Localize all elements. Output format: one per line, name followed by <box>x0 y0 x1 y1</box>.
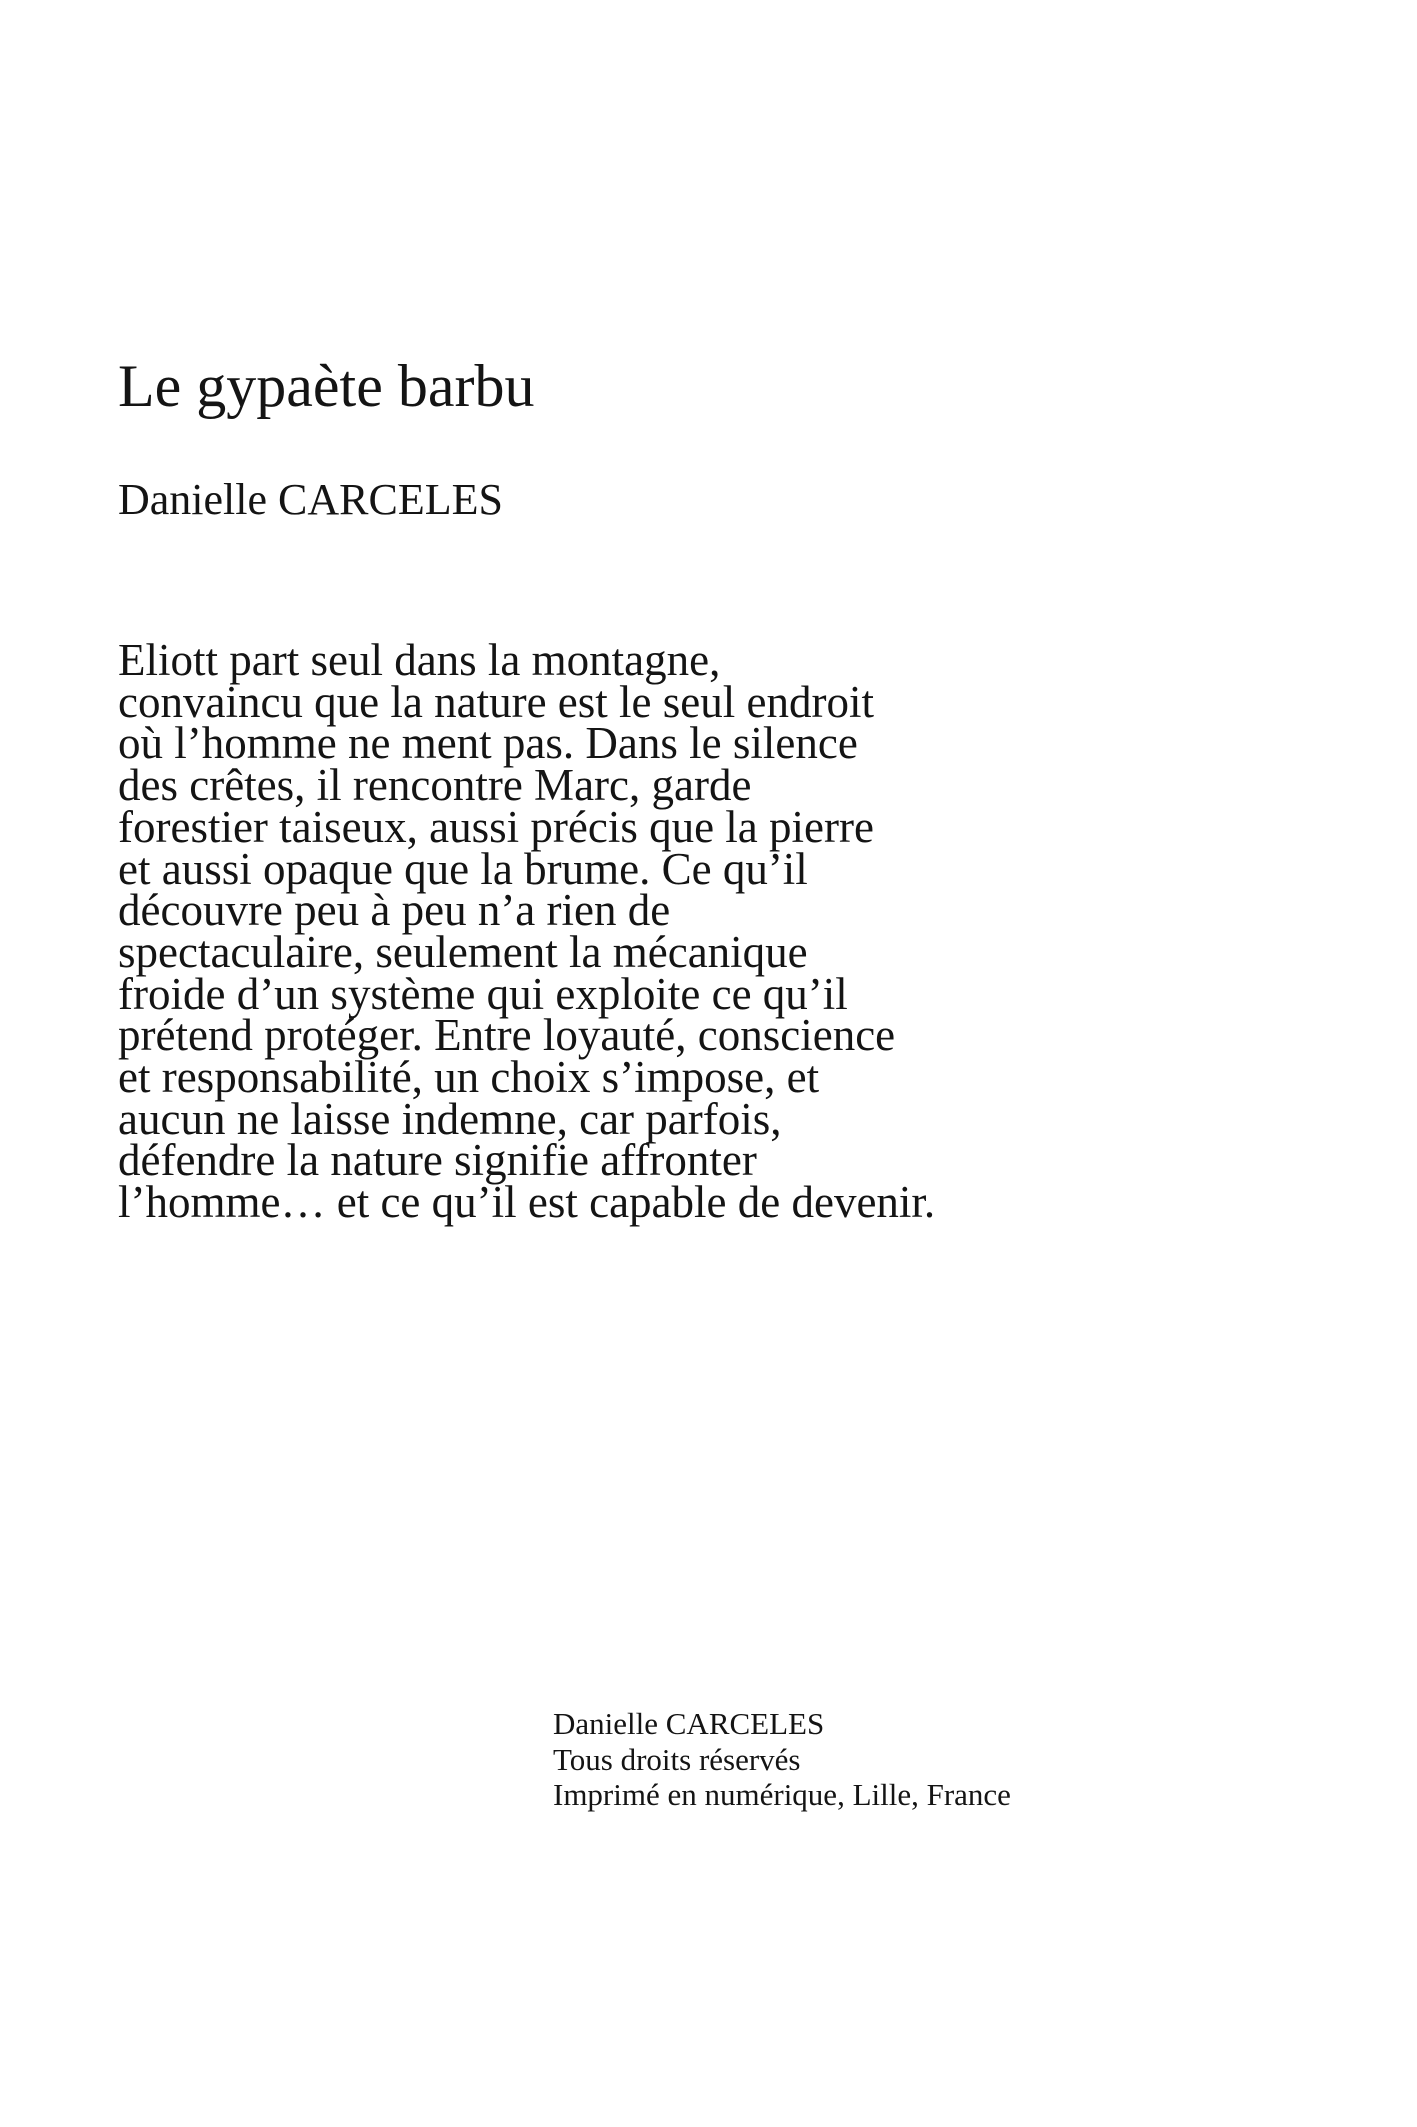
colophon <box>553 1706 1011 1813</box>
blurb-line: aucun ne laisse indemne, car parfois, <box>118 1093 782 1144</box>
colophon-printing: Imprimé en numérique, Lille, France <box>553 1777 1011 1812</box>
colophon-author: Danielle CARCELES <box>553 1706 825 1741</box>
blurb-line: découvre peu à peu n’a rien de <box>118 885 671 936</box>
blurb-line: et responsabilité, un choix s’impose, et <box>118 1052 820 1103</box>
blurb-line: froide d’un système qui exploite ce qu’il <box>118 968 848 1019</box>
colophon-rights: Tous droits réservés <box>553 1741 801 1777</box>
blurb-paragraph <box>118 635 1118 1228</box>
blurb-line: spectaculaire, seulement la mécanique <box>118 926 808 977</box>
blurb-line: et aussi opaque que la brume. Ce qu’il <box>118 843 808 894</box>
blurb-line: des crêtes, il rencontre Marc, garde <box>118 760 752 811</box>
book-title: Le gypaète barbu <box>118 353 535 419</box>
blurb-line: défendre la nature signifie affronter <box>118 1135 757 1186</box>
blurb-line: Eliott part seul dans la montagne, <box>118 635 721 685</box>
blurb-line: où l’homme ne ment pas. Dans le silence <box>118 718 858 769</box>
blurb-line: convaincu que la nature est le seul endroit <box>118 676 874 727</box>
blurb-line: prétend protéger. Entre loyauté, conscience <box>118 1010 896 1061</box>
blurb-line: l’homme… et ce qu’il est capable de devenir. <box>118 1177 936 1228</box>
book-author: Danielle CARCELES <box>118 475 503 524</box>
blurb-line: forestier taiseux, aussi précis que la pierre <box>118 801 874 852</box>
